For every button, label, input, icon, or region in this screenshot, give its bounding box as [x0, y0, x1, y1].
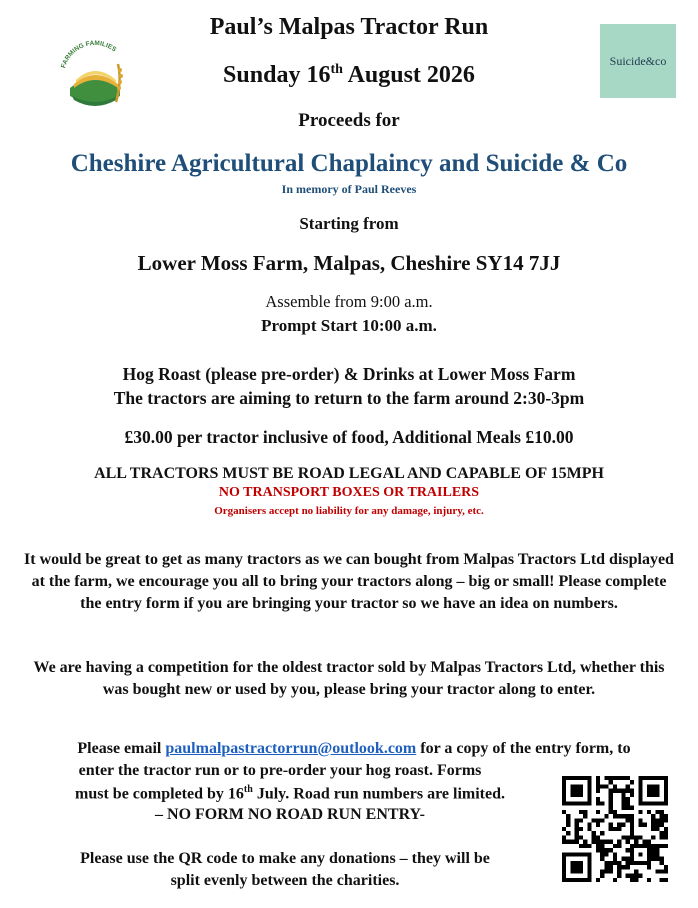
event-title: Paul’s Malpas Tractor Run	[209, 14, 489, 40]
no-form-notice: – NO FORM NO ROAD RUN ENTRY-	[155, 806, 425, 823]
email-line: Please email paulmalpastractorrun@outlook.com for a copy of the entry form, to	[77, 740, 631, 757]
entry-instruction-line: enter the tractor run or to pre-order your hog roast. Forms	[78, 762, 482, 779]
form-deadline-line: must be completed by 16th July. Road run numbers are limited.	[75, 784, 505, 803]
road-legal-notice: ALL TRACTORS MUST BE ROAD LEGAL AND CAPABLE OF 15MPH	[94, 465, 604, 482]
price-line: £30.00 per tractor inclusive of food, Additional Meals £10.00	[124, 427, 574, 447]
return-time-line: The tractors are aiming to return to the farm around 2:30-3pm	[113, 388, 585, 408]
memory-line: In memory of Paul Reeves	[281, 182, 417, 196]
liability-notice: Organisers accept no liability for any damage, injury, etc.	[214, 505, 484, 517]
assemble-time: Assemble from 9:00 a.m.	[265, 292, 433, 311]
tractor-display-paragraph: It would be great to get as many tractors as we can bought from Malpas Tractors Ltd displayed at the farm, we encourage you all to bring your tractors along – big or small! Please complete the entry form if you are bringing your tractor so we have an idea on numbers.	[24, 551, 674, 612]
no-transport-notice: NO TRANSPORT BOXES OR TRAILERS	[218, 485, 480, 500]
donation-line-1: Please use the QR code to make any donations – they will be	[80, 850, 490, 867]
proceeds-label: Proceeds for	[298, 110, 400, 131]
starting-label: Starting from	[299, 214, 399, 233]
hog-roast-line: Hog Roast (please pre-order) & Drinks at Lower Moss Farm	[122, 364, 576, 384]
charity-names: Cheshire Agricultural Chaplaincy and Suicide & Co	[70, 150, 628, 177]
event-date: Sunday 16th August 2026	[223, 62, 475, 88]
email-link[interactable]: paulmalpastractorrun@outlook.com	[165, 740, 417, 757]
qr-code-icon[interactable]	[562, 776, 668, 882]
suicide-and-co-logo-text: Suicide&co	[609, 53, 667, 68]
logo-arc-text: FARMING FAMILIES	[60, 39, 118, 69]
prompt-start-time: Prompt Start 10:00 a.m.	[261, 316, 437, 335]
start-location: Lower Moss Farm, Malpas, Cheshire SY14 7JJ	[137, 251, 561, 275]
donation-line-2: split evenly between the charities.	[170, 872, 400, 889]
competition-paragraph: We are having a competition for the oldest tractor sold by Malpas Tractors Ltd, whether this was bought new or used by you, please bring your tractor along to enter.	[33, 659, 665, 698]
